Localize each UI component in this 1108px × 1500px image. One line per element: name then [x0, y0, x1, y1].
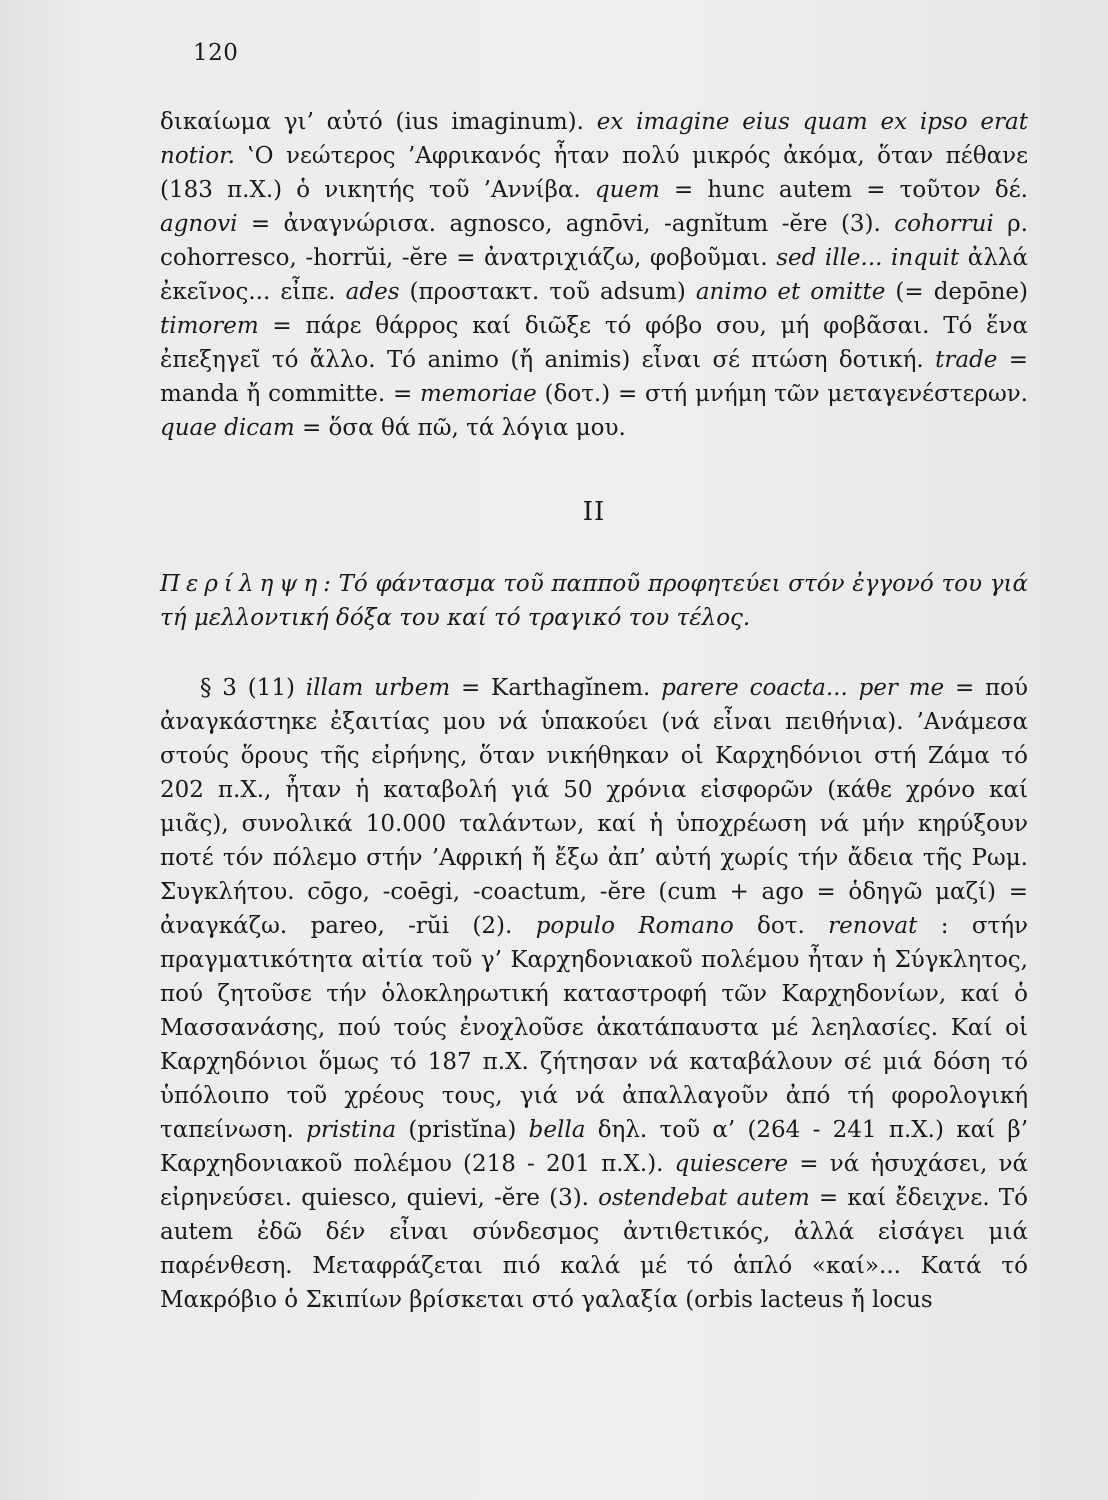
latin-lemma: bella: [528, 1117, 586, 1143]
text-run: = manda ἤ committe. =: [160, 347, 1028, 407]
latin-lemma: timorem: [160, 313, 259, 339]
text-run: § 3 (11): [200, 675, 306, 701]
latin-lemma: illam urbem: [305, 675, 451, 701]
commentary-paragraph-1: [160, 105, 1028, 445]
text-run: = καί ἔδειχνε. Τό autem ἐδῶ δέν εἶναι σύνδεσμος ἀντιθετικός, ἀλλά εἰσάγει μιά παρένθεση. Μεταφράζεται πιό καλά μέ τό ἁπλό «καί»... Κατά τό Μακρόβιο ὁ Σκιπίων βρίσκεται στό γαλαξία (orbis lacteus ἤ locus: [160, 1185, 1028, 1313]
page-number: 120: [193, 40, 239, 66]
latin-lemma: renovat: [828, 913, 918, 939]
latin-lemma: quem: [594, 177, 660, 203]
latin-lemma: quae dicam: [160, 415, 295, 441]
latin-lemma: agnovi: [160, 211, 238, 237]
commentary-paragraph-2: [160, 671, 1028, 1317]
latin-lemma: memoriae: [420, 381, 537, 407]
text-run: δοτ.: [733, 913, 829, 939]
text-run: (= depōne): [885, 279, 1028, 305]
text-run: (προστακτ. τοῦ adsum): [399, 279, 696, 305]
latin-lemma: pristina: [306, 1117, 397, 1143]
text-run: = ἀναγνώρισα. agnosco, agnōvi, -agnĭtum -ĕre (3).: [237, 211, 895, 237]
body-text: [160, 105, 1028, 1317]
summary-paragraph: [160, 567, 1028, 635]
latin-lemma: quiescere: [674, 1151, 789, 1177]
text-run: = πού ἀναγκάστηκε ἐξαιτίας μου νά ὑπακούει (νά εἶναι πειθήνια). ’Ανάμεσα στούς ὅρους τῆς εἰρήνης, ὅταν νικήθηκαν οἱ Καρχηδόνιοι στή Ζάμα τό 202 π.Χ., ἦταν ἡ καταβολή γιά 50 χρόνια εἰσφορῶν (κάθε χρόνο καί μιᾶς), συνολικά 10.000 ταλάντων, καί ἡ ὑποχρέωση νά μήν κηρύξουν ποτέ τόν πόλεμο στήν ’Αφρική ἤ ἔξω ἀπ’ αὐτή χωρίς τήν ἄδεια τῆς Ρωμ. Συγκλήτου. cōgo, -coēgi, -coactum, -ĕre (cum + ago = ὁδηγῶ μαζί) = ἀναγκάζω. pareo, -rŭi (2).: [160, 675, 1029, 939]
text-run: = Karthagĭnem.: [450, 675, 662, 701]
latin-lemma: trade: [935, 347, 998, 373]
latin-lemma: ades: [345, 279, 400, 305]
text-run: (δοτ.) = στή μνήμη τῶν μεταγενέστερων.: [536, 381, 1028, 407]
summary-label: Περίληψη: [160, 571, 324, 597]
text-run: δικαίωμα γι’ αὐτό (ius imaginum).: [160, 109, 597, 135]
text-run: = πάρε θάρρος καί διῶξε τό φόβο σου, μή φοβᾶσαι. Τό ἕνα ἐπεξηγεῖ τό ἄλλο. Τό animo (ἤ animis) εἶναι σέ πτώση δοτική.: [160, 313, 1028, 373]
latin-lemma: cohorrui: [894, 211, 994, 237]
text-run: (pristĭna): [396, 1117, 529, 1143]
text-run: = hunc autem = τοῦτον δέ.: [659, 177, 1028, 203]
latin-lemma: ostendebat autem: [598, 1185, 810, 1211]
latin-lemma: animo et omitte: [695, 279, 886, 305]
text-run: = νά ἡσυχάσει, νά εἰρηνεύσει. quiesco, quievi, -ĕre (3).: [160, 1151, 1028, 1211]
text-run: ρ. cohorresco, -horrŭi, -ĕre = ἀνατριχιάζω, φοβοῦμαι.: [160, 211, 1028, 271]
text-run: = ὅσα θά πῶ, τά λόγια μου.: [294, 415, 626, 441]
section-heading: II: [582, 497, 606, 527]
text-run: δηλ. τοῦ α’ (264 - 241 π.Χ.) καί β’ Καρχηδονιακοῦ πολέμου (218 - 201 π.Χ.).: [160, 1117, 1029, 1177]
summary-text: : Τό φάντασμα τοῦ παπποῦ προφητεύει στόν ἐγγονό του γιά τή μελλοντική δόξα του καί τό τραγικό του τέλος.: [160, 571, 1028, 631]
latin-lemma: populo Romano: [535, 913, 734, 939]
text-run: ‛Ο νεώτερος ’Αφρικανός ἦταν πολύ μικρός ἀκόμα, ὅταν πέθανε (183 π.Χ.) ὁ νικητής τοῦ ’Αννίβα.: [160, 143, 1028, 203]
latin-lemma: sed ille... inquit: [776, 245, 960, 271]
text-run: ἀλλά ἐκεῖνος... εἶπε.: [160, 245, 1028, 305]
text-run: : στήν πραγματικότητα αἰτία τοῦ γ’ Καρχηδονιακοῦ πολέμου ἦταν ἡ Σύγκλητος, πού ζητοῦσε τήν ὁλοκληρωτική καταστροφή τῶν Καρχηδονίων, καί ὁ Μασσανάσης, πού τούς ἐνοχλοῦσε ἀκατάπαυστα μέ λεηλασίες. Καί οἱ Καρχηδόνιοι ὅμως τό 187 π.Χ. ζήτησαν νά καταβάλουν σέ μιά δόση τό ὑπόλοιπο τοῦ χρέους τους, γιά νά ἀπαλλαγοῦν ἀπό τή φορολογική ταπείνωση.: [160, 913, 1029, 1143]
latin-lemma: ex imagine eius quam ex ipso erat notior.: [160, 109, 1028, 169]
latin-lemma: parere coacta... per me: [661, 675, 945, 701]
